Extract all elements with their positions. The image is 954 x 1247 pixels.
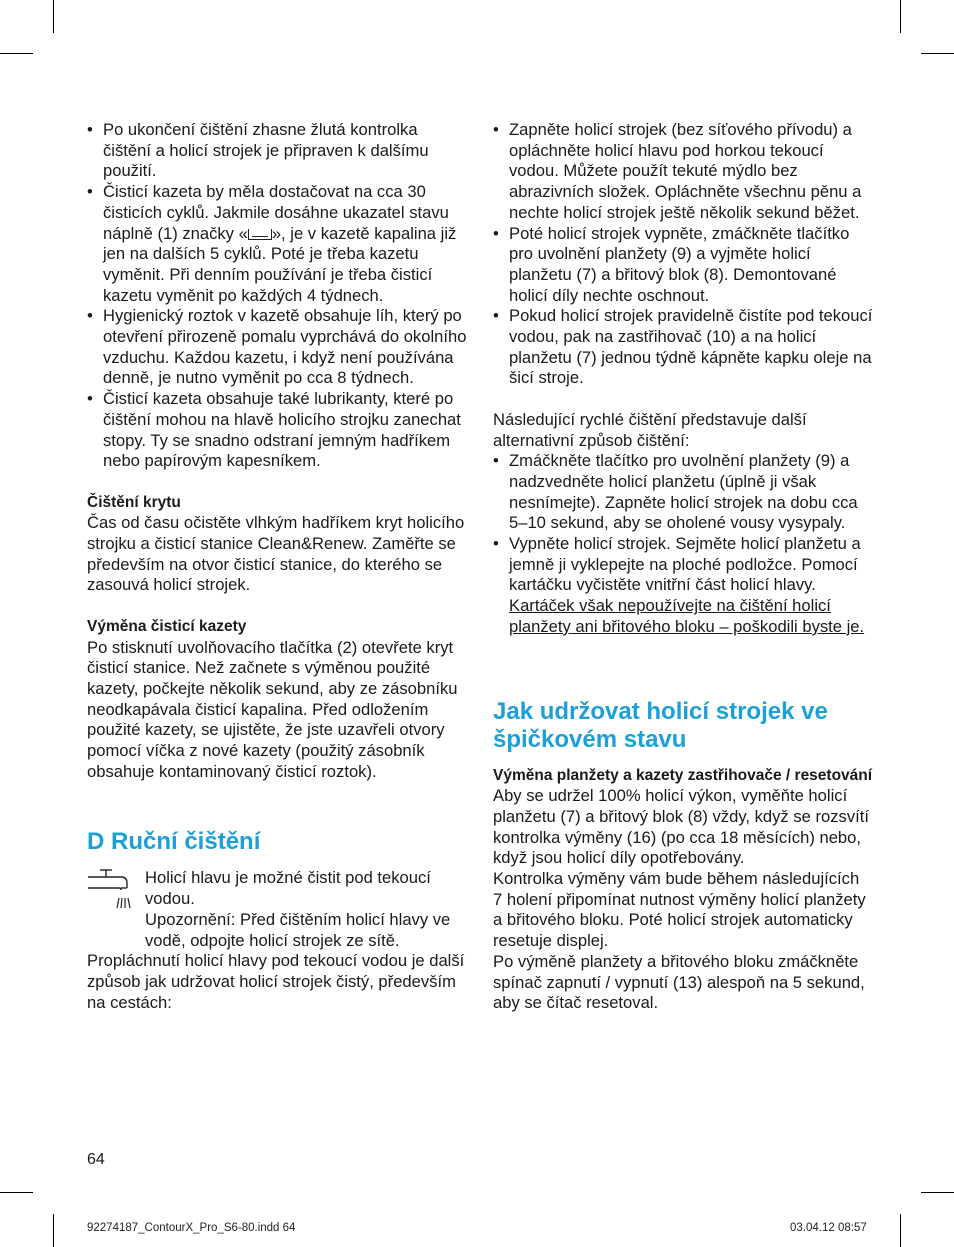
list-item: • Čisticí kazeta obsahuje také lubrikanty, které po čištění mohou na hlavě holicího strojku zanechat stopy. Ty se snadno odstraní jemným hadříkem nebo papírovým kapesníkem. [87,389,467,472]
brush-warning: Kartáček však nepoužívejte na čištění holicí planžety ani břitového bloku – poškodili byste je. [509,596,865,636]
list-item-text: », je v kazetě kapalina již jen na dalších 5 cyklů. Poté je třeba kazetu vyměnit. Při denním používání je třeba čisticí kazetu vyměnit po každých 4 týdnech. [103,223,457,305]
water-cleaning-block [87,868,467,951]
water-cleaning-note: Holicí hlavu je možné čistit pod tekoucí vodou. [145,868,431,909]
fill-level-mark-icon [248,229,272,240]
replacement-text-3: Po výměně planžety a břitového bloku zmáčkněte spínač zapnutí / vypnutí (13) alespoň na 5 sekund, aby se čítač resetoval. [493,951,865,1013]
water-tap-icon [87,868,145,920]
cartridge-replacement-title: Výměna čisticí kazety [87,617,247,635]
list-item-text: Vypněte holicí strojek. Sejměte holicí planžetu a jemně ji vyklepejte na ploché podložce. Pomocí kartáčku vyčistěte vnitřní část holicí hlavy. [509,534,861,595]
housing-cleaning-text: Čas od času očistěte vlhkým hadříkem kryt holicího strojku a čisticí stanice Clean&Renew. Zaměřte se především na otvor čisticí stanice, do kterého se zasouvá holicí strojek. [87,513,465,595]
quick-cleaning-list [493,451,873,637]
crop-mark [0,1192,33,1193]
housing-cleaning-title: Čištění krytu [87,493,181,511]
list-item: • Zapněte holicí strojek (bez síťového přívodu) a opláchněte holicí hlavu pod horkou tekoucí vodou. Můžete použít tekuté mýdlo bez abrazivních složek. Opláchněte všechnu pěnu a nechte holicí strojek ještě několik sekund běžet. [493,120,873,224]
rinse-text: Propláchnutí holicí hlavy pod tekoucí vodou je další způsob jak udržovat holicí strojek čistý, především na cestách: [87,951,465,1012]
maintenance-heading: Jak udržovat holicí strojek ve špičkovém stavu [493,697,828,753]
list-item [87,182,467,306]
list-item: • Zmáčkněte tlačítko pro uvolnění planžety (9) a nadzvedněte holicí planžetu (úplně ji však nesnímejte). Zapněte holicí strojek na dobu cca 5–10 sekund, aby se oholené vousy vysypaly. [493,451,873,534]
list-item [493,534,873,638]
crop-mark [900,1214,901,1247]
crop-mark [0,53,33,54]
right-column [493,120,873,1014]
page-number: 64 [87,1151,105,1168]
replacement-text-1: Aby se udržel 100% holicí výkon, vyměňte holicí planžetu (7) a břitový blok (8) vždy, když se rozsvítí kontrolka výměny (16) (po cca 18 měsících) nebo, když jsou holicí díly opotřebovány. [493,786,869,868]
water-cleaning-warning: Upozornění: Před čištěním holicí hlavy ve vodě, odpojte holicí strojek ze sítě. [145,909,451,950]
replacement-text-2: Kontrolka výměny vám bude během následujících 7 holení připomínat nutnost výměny holicí planžety a břitového bloku. Poté holicí strojek automaticky resetuje displej. [493,869,866,951]
crop-mark [900,0,901,33]
cartridge-replacement-text: Po stisknutí uvolňovacího tlačítka (2) otevřete kryt čisticí stanice. Než začnete s výměnou použité kazety, počkejte několik sekund, aby ze zásobníku neodkapávala čisticí kapalina. Před odložením použité kazety, se ujistěte, že jste uzavřeli otvory pomocí víčka z nové kazety (použitý zásobník obsahuje kontaminovaný čisticí roztok). [87,637,458,781]
list-item: • Pokud holicí strojek pravidelně čistíte pod tekoucí vodou, pak na zastřihovač (10) a na holicí planžetu (7) jednou týdně kápněte kapku oleje na šicí stroje. [493,306,873,389]
footer-file-info: 92274187_ContourX_Pro_S6-80.indd 64 [87,1222,296,1234]
crop-mark [921,1192,954,1193]
left-bullet-list [87,120,467,472]
crop-mark [53,0,54,33]
list-item: • Hygienický roztok v kazetě obsahuje líh, který po otevření přirozeně pomalu vyprchává do okolního vzduchu. Každou kazetu, i když není používána denně, je nutno vyměnit po cca 8 týdnech. [87,306,467,389]
crop-mark [921,53,954,54]
manual-cleaning-heading: D Ruční čištění [87,828,261,856]
water-cleaning-text [145,868,467,951]
crop-mark [53,1214,54,1247]
footer-date: 03.04.12 08:57 [790,1222,867,1234]
quick-cleaning-intro: Následující rychlé čištění představuje další alternativní způsob čištění: [493,409,807,450]
replacement-title: Výměna planžety a kazety zastřihovače / resetování [493,766,873,784]
right-bullet-list [493,120,873,389]
list-item-text: Čisticí kazeta by měla dostačovat na cca 30 čisticích cyklů. Jakmile dosáhne ukazatel stavu náplně (1) značky « [103,182,449,243]
list-item: • Po ukončení čištění zhasne žlutá kontrolka čištění a holicí strojek je připraven k dalšímu použití. [87,120,467,182]
left-column [87,120,467,1013]
list-item: • Poté holicí strojek vypněte, zmáčkněte tlačítko pro uvolnění planžety (9) a vyjměte holicí planžetu (7) a břitový blok (8). Demontované holicí díly nechte oschnout. [493,224,873,307]
